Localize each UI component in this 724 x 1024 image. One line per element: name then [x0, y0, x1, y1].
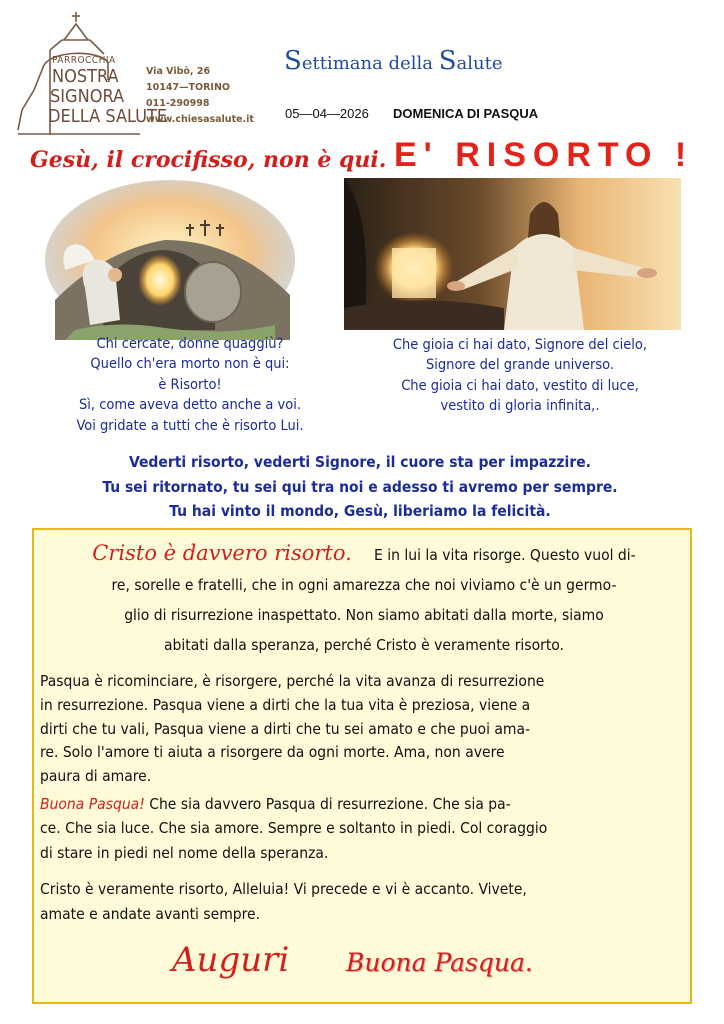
message-line: ce. Che sia luce. Che sia amore. Sempre e soltanto in piedi. Col coraggio [40, 819, 548, 838]
message-line: E in lui la vita risorge. Questo vuol di- [373, 546, 636, 564]
poem-right [345, 335, 695, 417]
poem-left-line: Voi gridate a tutti che è risorto Lui. [76, 417, 304, 434]
message-line: di stare in piedi nel nome della speranza. [40, 843, 329, 862]
message-paragraph-2 [40, 670, 688, 789]
masthead-title [284, 46, 502, 76]
poem-right-line: Che gioia ci hai dato, Signore del cielo, [392, 337, 648, 353]
poem-left-line: è Risorto! [158, 376, 222, 393]
masthead-s1: S [284, 46, 302, 76]
masthead-w3: alute [456, 53, 503, 74]
masthead-s2: S [438, 46, 457, 76]
logo-line-della-salute: DELLA SALUTE [48, 106, 168, 127]
message-paragraph-3 [40, 792, 688, 865]
message-lead-risen: Cristo è davvero risorto. [92, 541, 352, 565]
masthead-w1: ettimana [301, 53, 389, 74]
headline-risen: E' RISORTO ! [394, 136, 694, 174]
poem-center [60, 450, 660, 524]
headline-crucified: Gesù, il crocifisso, non è qui. [30, 147, 387, 173]
address-city: 10147—TORINO [146, 82, 230, 93]
masthead-w2: della [388, 53, 439, 74]
buona-pasqua-greeting: Buona Pasqua. [346, 948, 533, 977]
message-line: Che sia davvero Pasqua di resurrezione. Che sia pa- [144, 795, 511, 813]
address-phone: 011-290998 [146, 98, 210, 109]
message-paragraph-1 [40, 538, 688, 660]
logo-line-signora: SIGNORA [50, 86, 125, 107]
address-website[interactable]: www.chiesasalute.it [146, 114, 254, 125]
address-street: Via Vibò, 26 [146, 66, 211, 77]
poem-right-line: Che gioia ci hai dato, vestito di luce, [401, 377, 639, 394]
poem-right-line: Signore del grande universo. [425, 357, 615, 374]
message-line: Pasqua è ricominciare, è risorgere, perché la vita avanza di resurrezione [40, 672, 545, 690]
logo-line-parrocchia: PARROCCHIA [52, 55, 116, 66]
poem-center-line: Tu hai vinto il mondo, Gesù, liberiamo la felicità. [169, 502, 551, 520]
message-line: paura di amare. [40, 767, 152, 786]
message-line: abitati dalla speranza, perché Cristo è veramente risorto. [164, 636, 564, 654]
auguri-greeting: Auguri [172, 940, 290, 980]
poem-center-line: Tu sei ritornato, tu sei qui tra noi e adesso ti avremo per sempre. [102, 477, 618, 496]
message-line: amate e andate avanti sempre. [40, 905, 261, 923]
poem-left-line: Chi cercate, donne quaggiù? [96, 336, 284, 352]
poem-right-line: vestito di gloria infinita,. [440, 398, 600, 415]
issue-date: 05—04—2026 [285, 106, 369, 121]
message-line: Cristo è veramente risorto, Alleluia! Vi precede e vi è accanto. Vivete, [40, 880, 527, 898]
poem-left-line: Quello ch'era morto non è qui: [90, 356, 290, 373]
poem-left [40, 334, 340, 436]
poem-center-line: Vederti risorto, vederti Signore, il cuore sta per impazzire. [129, 453, 591, 471]
message-line: dirti che tu vali, Pasqua viene a dirti che tu sei amato e che puoi ama- [40, 719, 531, 738]
liturgical-day: DOMENICA DI PASQUA [393, 106, 539, 121]
message-paragraph-4 [40, 877, 688, 927]
message-line: in resurrezione. Pasqua viene a dirti che la tua vita è preziosa, viene a [40, 695, 531, 714]
logo-line-nostra: NOSTRA [52, 66, 119, 87]
risen-jesus-image [344, 178, 681, 330]
message-lead-buona-pasqua: Buona Pasqua! [40, 795, 145, 813]
message-line: re, sorelle e fratelli, che in ogni amarezza che noi viviamo c'è un germo- [111, 576, 617, 594]
message-line: re. Solo l'amore ti aiuta a risorgere da ogni morte. Ama, non avere [40, 743, 505, 762]
poem-left-line: Sì, come aveva detto anche a voi. [79, 397, 301, 414]
message-line: glio di risurrezione inaspettato. Non siamo abitati dalla morte, siamo [124, 606, 604, 624]
tomb-angel-illustration [45, 180, 295, 340]
